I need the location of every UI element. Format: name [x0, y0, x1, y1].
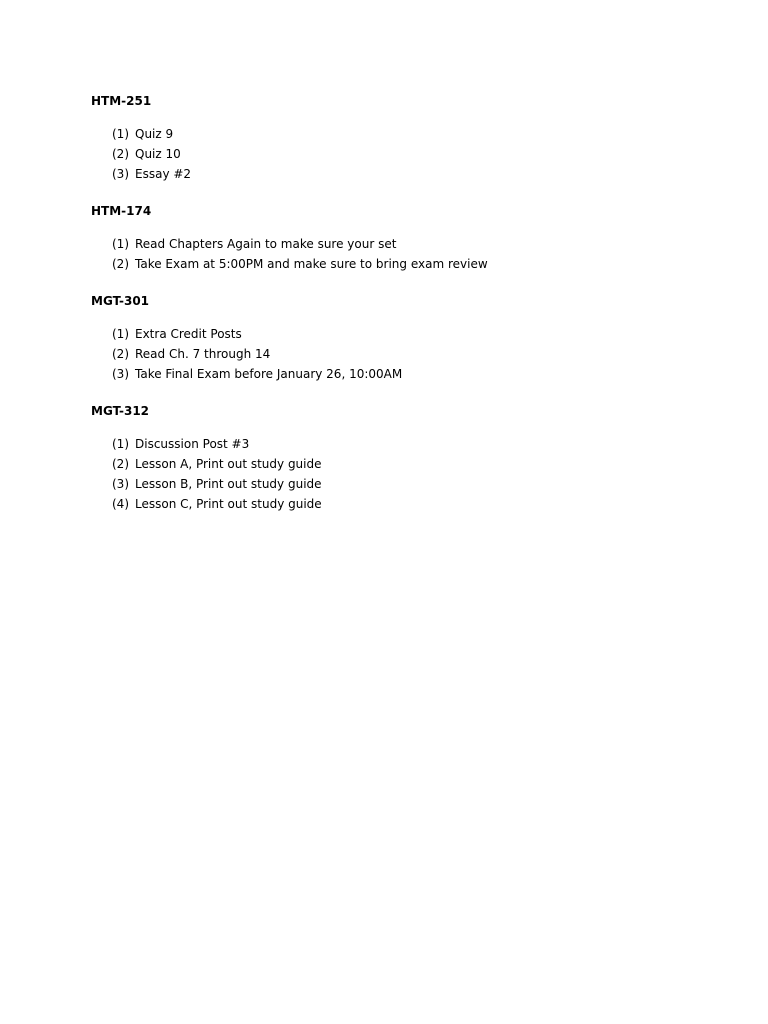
list-item [112, 346, 768, 366]
item-number: (2) [112, 457, 129, 471]
item-number: (1) [112, 127, 129, 141]
item-text: Lesson A, Print out study guide [135, 457, 322, 471]
task-list [91, 126, 768, 186]
course-heading: HTM-251 [91, 94, 152, 108]
task-list [91, 436, 768, 516]
item-text: Extra Credit Posts [135, 327, 242, 341]
course-heading: MGT-312 [91, 404, 150, 418]
list-item [112, 126, 768, 146]
item-number: (2) [112, 257, 129, 271]
item-number: (2) [112, 347, 129, 361]
item-number: (1) [112, 237, 129, 251]
course-section-mgt-312 [91, 403, 768, 516]
list-item [112, 256, 768, 276]
list-item [112, 436, 768, 456]
list-item [112, 456, 768, 476]
item-number: (3) [112, 167, 129, 181]
item-text: Read Ch. 7 through 14 [135, 347, 271, 361]
item-text: Lesson C, Print out study guide [135, 497, 322, 511]
task-list [91, 326, 768, 386]
list-item [112, 146, 768, 166]
item-number: (4) [112, 497, 129, 511]
item-text: Read Chapters Again to make sure your set [135, 237, 397, 251]
item-number: (1) [112, 437, 129, 451]
list-item [112, 166, 768, 186]
task-list [91, 236, 768, 276]
item-text: Quiz 10 [135, 147, 181, 161]
item-text: Discussion Post #3 [135, 437, 250, 451]
item-text: Essay #2 [135, 167, 192, 181]
item-text: Take Exam at 5:00PM and make sure to bring exam review [135, 257, 488, 271]
course-section-htm-174 [91, 203, 768, 276]
list-item [112, 496, 768, 516]
course-heading: MGT-301 [91, 294, 150, 308]
item-text: Lesson B, Print out study guide [135, 477, 322, 491]
course-section-mgt-301 [91, 293, 768, 386]
item-text: Quiz 9 [135, 127, 174, 141]
list-item [112, 366, 768, 386]
list-item [112, 326, 768, 346]
list-item [112, 236, 768, 256]
course-heading: HTM-174 [91, 204, 152, 218]
item-number: (2) [112, 147, 129, 161]
list-item [112, 476, 768, 496]
course-section-htm-251 [91, 93, 768, 186]
item-text: Take Final Exam before January 26, 10:00AM [135, 367, 403, 381]
item-number: (1) [112, 327, 129, 341]
item-number: (3) [112, 477, 129, 491]
item-number: (3) [112, 367, 129, 381]
